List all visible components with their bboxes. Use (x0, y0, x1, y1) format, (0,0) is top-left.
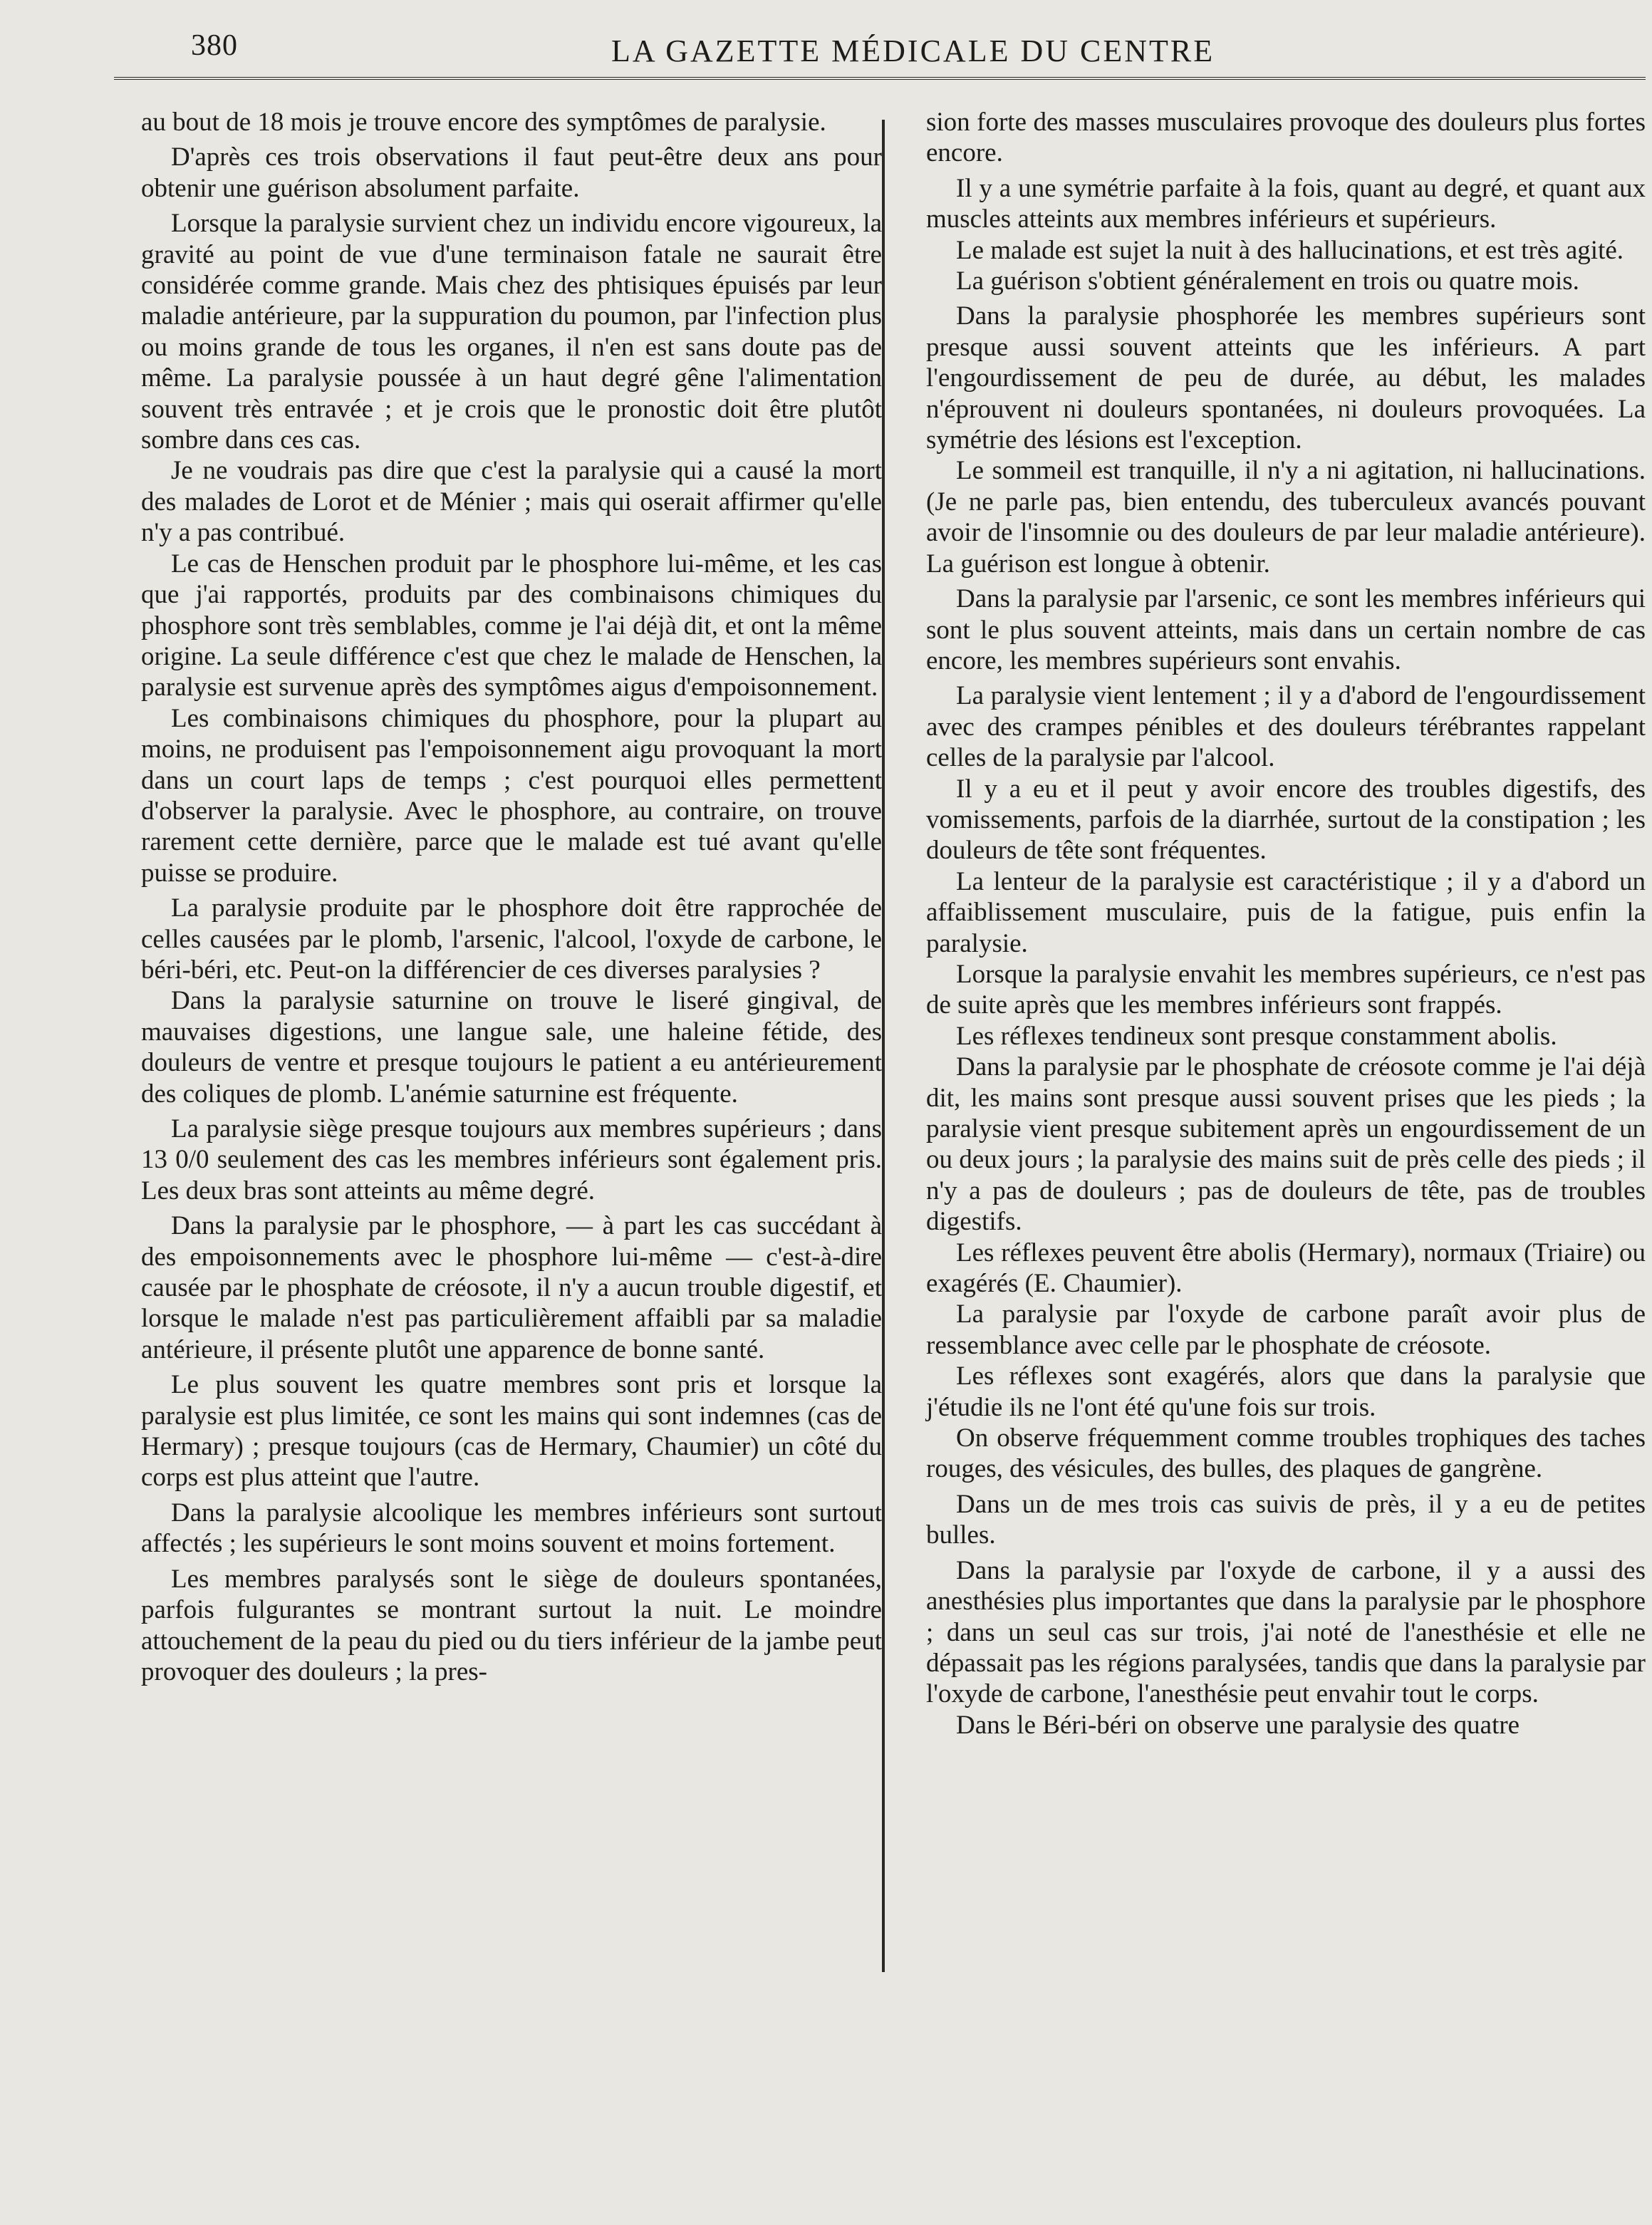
paragraph: Dans la paralysie par le phosphate de créosote comme je l'ai déjà dit, les mains sont presque aussi souvent prises que les pieds ; la paralysie vient presque subitement après un engourdissement de un ou deux jours ; la paralysie des mains suit de près celle des pieds ; il n'y a pas de douleurs ; pas de douleurs de tête, pas de troubles digestifs. (926, 1052, 1646, 1237)
paragraph: La lenteur de la paralysie est caractéristique ; il y a d'abord un affaiblissement musculaire, puis de la fatigue, puis enfin la paralysie. (926, 866, 1646, 958)
journal-title: LA GAZETTE MÉDICALE DU CENTRE (611, 33, 1215, 68)
paragraph: D'après ces trois observations il faut peut-être deux ans pour obtenir une guérison absolument parfaite. (141, 142, 882, 203)
paragraph: Les réflexes sont exagérés, alors que dans la paralysie que j'étudie ils ne l'ont été qu'une fois sur trois. (926, 1362, 1646, 1422)
column-rule (882, 120, 885, 1972)
paragraph: Les réflexes tendineux sont presque constamment abolis. (956, 1021, 1557, 1051)
paragraph: La paralysie produite par le phosphore doit être rapprochée de celles causées par le plomb, l'arsenic, l'alcool, l'oxyde de carbone, le béri-béri, etc. Peut-on la différencier de ces diverses paralysies ? (141, 893, 882, 985)
paragraph: La paralysie siège presque toujours aux membres supérieurs ; dans 13 0/0 seulement des cas les membres inférieurs sont également pris. Les deux bras sont atteints au même degré. (141, 1114, 882, 1205)
paragraph: Dans la paralysie saturnine on trouve le liseré gingival, de mauvaises digestions, une langue sale, une haleine fétide, des douleurs de ventre et presque toujours le patient a eu antérieurement des coliques de plomb. L'anémie saturnine est fréquente. (141, 986, 882, 1109)
header-rule (114, 77, 1646, 80)
paragraph: Dans le Béri-béri on observe une paralysie des quatre (956, 1710, 1520, 1740)
paragraph: Dans la paralysie alcoolique les membres inférieurs sont surtout affectés ; les supérieurs le sont moins souvent et moins fortement. (141, 1498, 882, 1559)
paragraph: La paralysie vient lentement ; il y a d'abord de l'engourdissement avec des crampes pénibles et des douleurs térébrantes rappelant celles de la paralysie par l'alcool. (926, 681, 1646, 773)
paragraph: sion forte des masses musculaires provoque des douleurs plus fortes encore. (926, 108, 1646, 168)
paragraph: Le cas de Henschen produit par le phosphore lui-même, et les cas que j'ai rapportés, produits par des combinaisons chimiques du phosphore sont très semblables, comme je l'ai déjà dit, et ont la même origine. La seule différence c'est que chez le malade de Henschen, la paralysie est survenue après des symptômes aigus d'empoisonnement. (141, 549, 882, 702)
paragraph: Dans un de mes trois cas suivis de près, il y a eu de petites bulles. (926, 1489, 1646, 1550)
right-column (926, 107, 1646, 1741)
paragraph: Les membres paralysés sont le siège de douleurs spontanées, parfois fulgurantes se montrant surtout la nuit. Le moindre attouchement de la peau du pied ou du tiers inférieur de la jambe peut provoquer des douleurs ; la pres- (141, 1564, 882, 1686)
page-number: 380 (191, 29, 238, 62)
left-column (141, 107, 882, 1691)
paragraph: Dans la paralysie par l'arsenic, ce sont les membres inférieurs qui sont le plus souvent atteints, mais dans un certain nombre de cas encore, les membres supérieurs sont envahis. (926, 584, 1646, 675)
paragraph: Dans la paralysie phosphorée les membres supérieurs sont presque aussi souvent atteints que les inférieurs. A part l'engourdissement de peu de durée, au début, les malades n'éprouvent ni douleurs spontanées, ni douleurs provoquées. La symétrie des lésions est l'exception. (926, 301, 1646, 455)
paragraph: Les combinaisons chimiques du phosphore, pour la plupart au moins, ne produisent pas l'empoisonnement aigu provoquant la mort dans un court laps de temps ; c'est pourquoi elles permettent d'observer la paralysie. Avec le phosphore, au contraire, on trouve rarement cette dernière, parce que le malade est tué avant qu'elle puisse se produire. (141, 703, 882, 888)
paragraph: On observe fréquemment comme troubles trophiques des taches rouges, des vésicules, des bulles, des plaques de gangrène. (926, 1423, 1646, 1484)
paragraph: Le malade est sujet la nuit à des hallucinations, et est très agité. (956, 235, 1624, 265)
paragraph: Les réflexes peuvent être abolis (Hermary), normaux (Triaire) ou exagérés (E. Chaumier). (926, 1238, 1646, 1299)
paragraph: La guérison s'obtient généralement en trois ou quatre mois. (956, 266, 1579, 296)
paragraph: Dans la paralysie par l'oxyde de carbone, il y a aussi des anesthésies plus importantes que dans la paralysie par le phosphore ; dans un seul cas sur trois, j'ai noté de l'anesthésie et elle ne dépassait pas les régions paralysées, tandis que dans la paralysie par l'oxyde de carbone, l'anesthésie peut envahir tout le corps. (926, 1555, 1646, 1709)
paragraph: Je ne voudrais pas dire que c'est la paralysie qui a causé la mort des malades de Lorot et de Ménier ; mais qui oserait affirmer qu'elle n'y a pas contribué. (141, 456, 882, 548)
paragraph: au bout de 18 mois je trouve encore des symptômes de paralysie. (141, 108, 826, 137)
paragraph: Lorsque la paralysie envahit les membres supérieurs, ce n'est pas de suite après que les membres inférieurs sont frappés. (926, 959, 1646, 1020)
paragraph: La paralysie par l'oxyde de carbone paraît avoir plus de ressemblance avec celle par le phosphate de créosote. (926, 1300, 1646, 1360)
paragraph: Il y a une symétrie parfaite à la fois, quant au degré, et quant aux muscles atteints aux membres inférieurs et supérieurs. (926, 173, 1646, 234)
paragraph: Le sommeil est tranquille, il n'y a ni agitation, ni hallucinations. (Je ne parle pas, bien entendu, des tuberculeux avancés pouvant avoir de l'insomnie ou des douleurs de par leur maladie antérieure). La guérison est longue à obtenir. (926, 456, 1646, 579)
paragraph: Dans la paralysie par le phosphore, — à part les cas succédant à des empoisonnements avec le phosphore lui-même — c'est-à-dire causée par le phosphate de créosote, il n'y a aucun trouble digestif, et lorsque le malade n'est pas particulièrement affaibli par sa maladie antérieure, il présente plutôt une apparence de bonne santé. (141, 1211, 882, 1364)
paragraph: Le plus souvent les quatre membres sont pris et lorsque la paralysie est plus limitée, ce sont les mains qui sont indemnes (cas de Hermary) ; presque toujours (cas de Hermary, Chaumier) un côté du corps est plus atteint que l'autre. (141, 1370, 882, 1493)
paragraph: Il y a eu et il peut y avoir encore des troubles digestifs, des vomissements, parfois de la diarrhée, surtout de la constipation ; les douleurs de tête sont fréquentes. (926, 774, 1646, 866)
paragraph: Lorsque la paralysie survient chez un individu encore vigoureux, la gravité au point de vue d'une terminaison fatale ne saurait être considérée comme grande. Mais chez des phtisiques épuisés par leur maladie antérieure, par la suppuration du poumon, par l'infection plus ou moins grande de tous les organes, il n'en est sans doute pas de même. La paralysie poussée à un haut degré gêne l'alimentation souvent très entravée ; et je crois que le pronostic doit être plutôt sombre dans ces cas. (141, 209, 882, 455)
